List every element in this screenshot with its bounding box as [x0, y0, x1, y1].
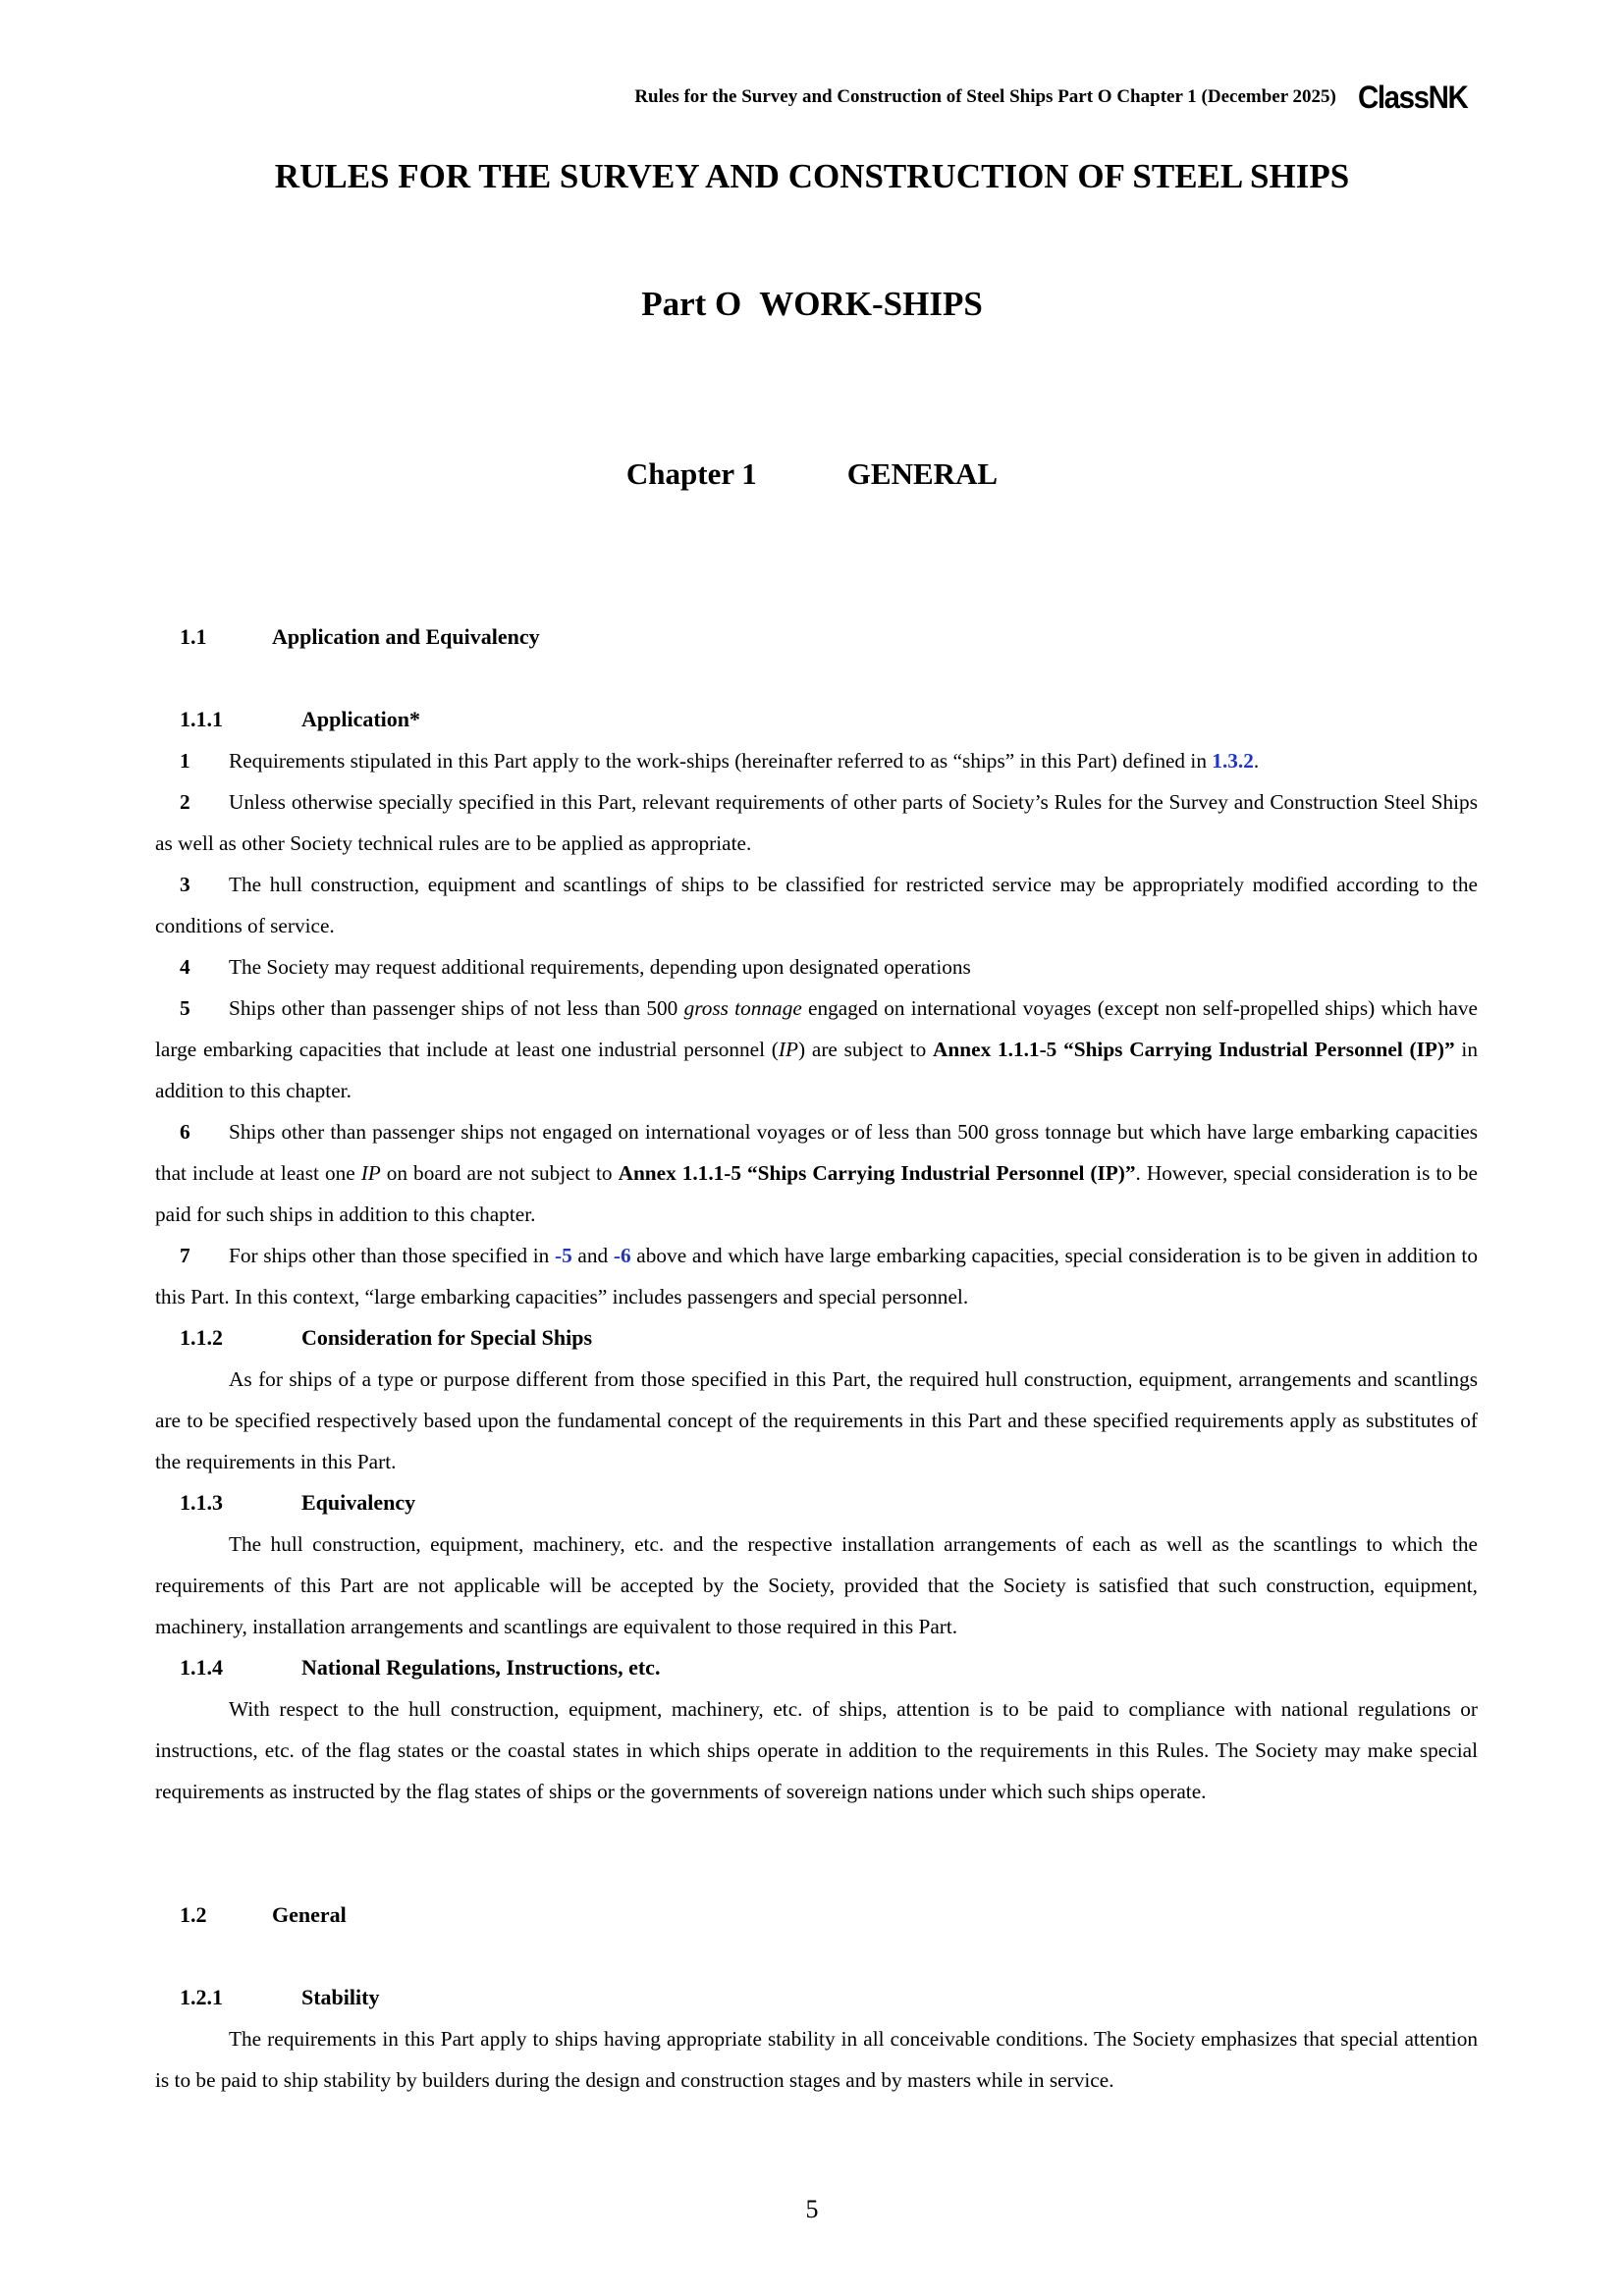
cross-reference-link[interactable]: -5: [555, 1244, 572, 1267]
chapter-name: GENERAL: [846, 456, 999, 491]
paragraph-number: 7: [180, 1244, 190, 1267]
paragraph-number: 3: [180, 873, 190, 896]
subsection-heading-1-2-1: [180, 1977, 379, 2018]
paragraph-6: [155, 1111, 1478, 1235]
subsection-heading-1-1-2: [180, 1317, 592, 1359]
paragraph-text: For ships other than those specified in: [229, 1244, 555, 1267]
cross-reference-link[interactable]: -6: [613, 1244, 631, 1267]
subsection-heading-1-1-1: [180, 699, 420, 740]
paragraph-text: Ships other than passenger ships not engaged on international voyages or of less than 500 gross tonnage but which have large embarking capacities that include at least one: [155, 1120, 1478, 1185]
annex-reference: Annex 1.1.1-5 “Ships Carrying Industrial Personnel (IP)”: [618, 1161, 1136, 1185]
paragraph-1: [155, 740, 1478, 781]
paragraph-number: 5: [180, 996, 190, 1020]
paragraph-text: The Society may request additional requirements, depending upon designated operations: [229, 955, 971, 979]
subsection-title: Application*: [301, 707, 421, 731]
rules-title: RULES FOR THE SURVEY AND CONSTRUCTION OF STEEL SHIPS: [274, 157, 1350, 195]
paragraph-text: on board are not subject to: [380, 1161, 619, 1185]
paragraph-body: The hull construction, equipment, machinery, etc. and the respective installation arrangements of each as well as the scantlings to which the requirements of this Part are not applicable will be accepted by the Society, provided that the Society is satisfied that such construction, equipment, machinery, installation arrangements and scantlings are equivalent to those required in this Part.: [155, 1532, 1478, 1638]
paragraph-text: above and which have large embarking capacities, special consideration is to be given in addition to this Part. In this context, “large embarking capacities” includes passengers and special personnel.: [155, 1244, 1478, 1308]
chapter-title: [0, 456, 1624, 492]
running-title: Rules for the Survey and Construction of Steel Ships Part O Chapter 1 (December 2025): [634, 86, 1336, 107]
section-title: Application and Equivalency: [272, 624, 540, 649]
paragraph-3: [155, 864, 1478, 946]
section-heading-1-1: [180, 616, 540, 658]
subsection-number: 1.1.2: [180, 1325, 223, 1350]
paragraph-text: engaged on international voyages (except non self-propelled ships) which have large embarking capacities that include at least one industrial personnel (: [155, 996, 1478, 1061]
subsection-number: 1.2.1: [180, 1985, 223, 2009]
paragraph-text: Unless otherwise specially specified in this Part, relevant requirements of other parts of Society’s Rules for the Survey and Construction Steel Ships as well as other Society technical rules are to be applied as appropriate.: [155, 790, 1478, 855]
section-number: 1.1: [180, 624, 207, 649]
paragraph-5: [155, 988, 1478, 1111]
paragraph-text: ) are subject to: [798, 1038, 934, 1061]
gross-tonnage-term: gross tonnage: [683, 996, 802, 1020]
cross-reference-link[interactable]: 1.3.2: [1212, 749, 1254, 773]
paragraph-2: [155, 781, 1478, 864]
paragraph-body: With respect to the hull construction, equipment, machinery, etc. of ships, attention is to be paid to compliance with national regulations or instructions, etc. of the flag states or the coastal states in which ships operate in addition to the requirements in this Rules. The Society may make special requirements as instructed by the flag states of ships or the governments of sovereign nations under which such ships operate.: [155, 1697, 1478, 1803]
paragraph-text: . However, special consideration is to be paid for such ships in addition to this chapter.: [155, 1161, 1478, 1226]
part-name: WORK-SHIPS: [759, 285, 983, 323]
paragraph-text: in addition to this chapter.: [155, 1038, 1478, 1102]
paragraph-text: .: [1253, 749, 1260, 773]
page-number: 5: [805, 2195, 819, 2223]
subsection-title: Equivalency: [301, 1490, 416, 1515]
ip-term: IP: [778, 1038, 799, 1061]
subsection-number: 1.1.4: [180, 1655, 223, 1680]
paragraph-text: Requirements stipulated in this Part apply to the work-ships (hereinafter referred to as “ships” in this Part) defined in: [229, 749, 1213, 773]
paragraph-text: The hull construction, equipment and scantlings of ships to be classified for restricted service may be appropriately modified according to the conditions of service.: [155, 873, 1478, 937]
paragraph-number: 6: [180, 1120, 190, 1144]
subsection-title: Consideration for Special Ships: [301, 1325, 593, 1350]
part-title: [0, 285, 1624, 324]
paragraph-7: [155, 1235, 1478, 1317]
ip-term: IP: [360, 1161, 381, 1185]
running-header: [634, 80, 1477, 115]
part-label: Part O: [641, 285, 742, 323]
subsection-title: National Regulations, Instructions, etc.: [301, 1655, 661, 1680]
chapter-label: Chapter 1: [625, 456, 757, 491]
subsection-title: Stability: [301, 1985, 380, 2009]
paragraph-text: Ships other than passenger ships of not less than 500: [229, 996, 684, 1020]
subsection-heading-1-1-3: [180, 1482, 415, 1523]
annex-reference: Annex 1.1.1-5 “Ships Carrying Industrial Personnel (IP)”: [933, 1038, 1455, 1061]
paragraph-4: [155, 946, 1478, 988]
subsection-number: 1.1.3: [180, 1490, 223, 1515]
subsection-heading-1-1-4: [180, 1647, 660, 1688]
paragraph-body: As for ships of a type or purpose different from those specified in this Part, the required hull construction, equipment, arrangements and scantlings are to be specified respectively based upon the fundamental concept of the requirements in this Part and these specified requirements apply as substitutes of the requirements in this Part.: [155, 1367, 1478, 1473]
paragraph-text: and: [571, 1244, 614, 1267]
paragraph-number: 2: [180, 790, 190, 814]
paragraph-body: The requirements in this Part apply to ships having appropriate stability in all conceivable conditions. The Society emphasizes that special attention is to be paid to ship stability by builders during the design and construction stages and by masters while in service.: [155, 2027, 1478, 2092]
section-number: 1.2: [180, 1902, 207, 1927]
section-title: General: [272, 1902, 347, 1927]
classnk-logo: ClassNK: [1357, 80, 1468, 115]
section-heading-1-2: [180, 1895, 347, 1936]
paragraph-number: 1: [180, 749, 190, 773]
subsection-number: 1.1.1: [180, 707, 223, 731]
paragraph-number: 4: [180, 955, 190, 979]
